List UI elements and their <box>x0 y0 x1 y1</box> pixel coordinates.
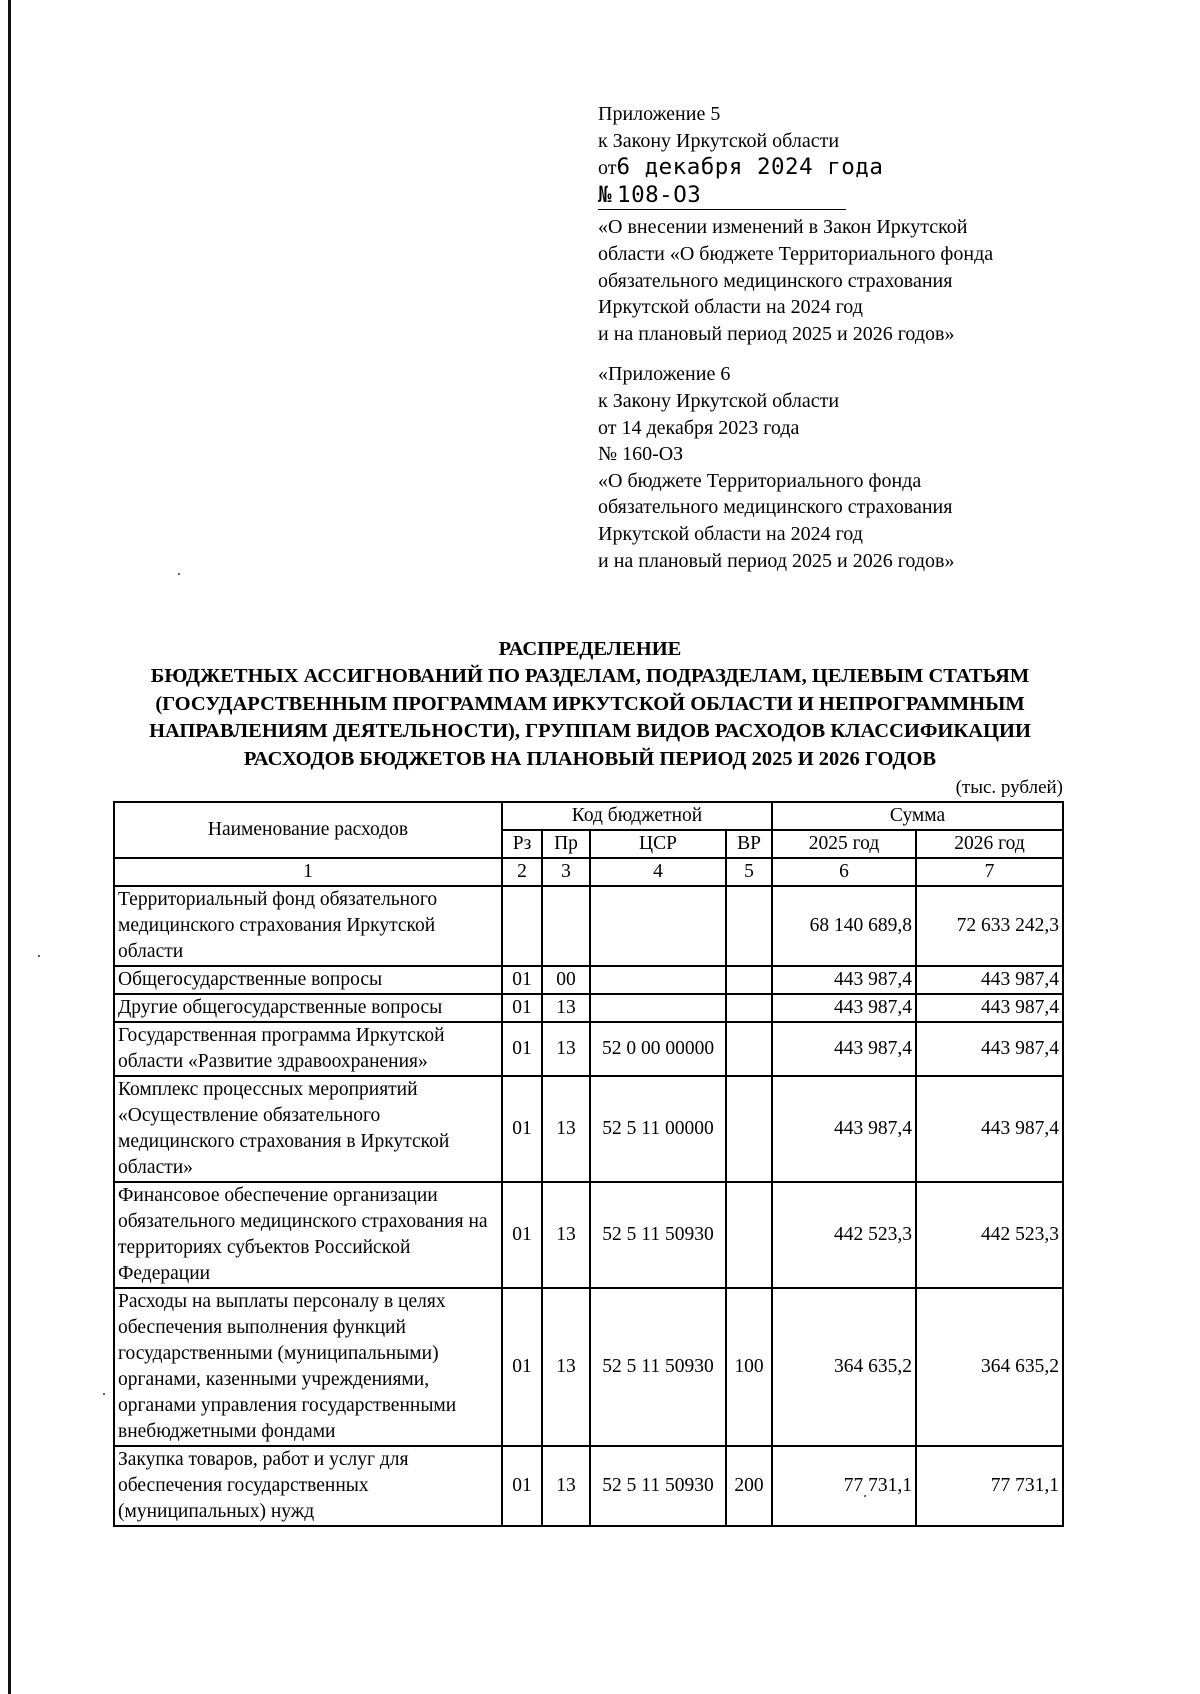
row-2026: 443 987,4 <box>916 966 1063 994</box>
row-name: Другие общегосударственные вопросы <box>114 994 502 1022</box>
to-law-label: к Закону Иркутской области <box>598 129 840 152</box>
header-code: Код бюджетной <box>502 802 772 830</box>
row-vr <box>726 1076 772 1182</box>
header-vr: ВР <box>726 830 772 858</box>
row-pr: 13 <box>542 994 590 1022</box>
row-csr: 52 0 00 00000 <box>590 1022 726 1076</box>
amend-line: области «О бюджете Территориального фонда <box>598 242 994 265</box>
row-csr: 52 5 11 50930 <box>590 1446 726 1526</box>
row-vr: 100 <box>726 1288 772 1446</box>
row-pr: 13 <box>542 1288 590 1446</box>
row-2025: 443 987,4 <box>772 994 916 1022</box>
appendix-6-line: к Закону Иркутской области <box>598 389 840 412</box>
title-line: БЮДЖЕТНЫХ АССИГНОВАНИЙ ПО РАЗДЕЛАМ, ПОДРАЗДЕЛАМ, ЦЕЛЕВЫМ СТАТЬЯМ <box>150 665 1030 688</box>
row-vr: 200 <box>726 1446 772 1526</box>
appendix-6-line: № 160-ОЗ <box>598 443 684 466</box>
document-title <box>110 636 1070 773</box>
row-csr: 52 5 11 50930 <box>590 1288 726 1446</box>
col-number: 5 <box>726 858 772 886</box>
row-2026: 443 987,4 <box>916 994 1063 1022</box>
scan-left-border <box>8 0 11 1694</box>
col-number: 4 <box>590 858 726 886</box>
row-pr: 13 <box>542 1446 590 1526</box>
table-row <box>114 1076 1063 1182</box>
row-2025: 364 635,2 <box>772 1288 916 1446</box>
table-row <box>114 886 1063 966</box>
row-vr <box>726 994 772 1022</box>
row-csr <box>590 886 726 966</box>
row-rz: 01 <box>502 994 542 1022</box>
units-label: (тыс. рублей) <box>955 777 1063 798</box>
row-2025: 442 523,3 <box>772 1182 916 1288</box>
table-row <box>114 1446 1063 1526</box>
appendix-6-line: обязательного медицинского страхования <box>598 496 953 519</box>
row-2025: 77 731,1 <box>772 1446 916 1526</box>
row-2025: 443 987,4 <box>772 966 916 994</box>
budget-table <box>113 801 1064 1527</box>
row-pr: 00 <box>542 966 590 994</box>
appendix-6-line: Иркутской области на 2024 год <box>598 522 863 545</box>
row-rz: 01 <box>502 1076 542 1182</box>
row-pr: 13 <box>542 1076 590 1182</box>
header-name: Наименование расходов <box>114 802 502 858</box>
appendix-6-line: «О бюджете Территориального фонда <box>598 469 922 492</box>
row-2025: 68 140 689,8 <box>772 886 916 966</box>
row-vr <box>726 1182 772 1288</box>
row-pr: 13 <box>542 1022 590 1076</box>
table-row <box>114 1288 1063 1446</box>
row-2026: 77 731,1 <box>916 1446 1063 1526</box>
row-vr <box>726 966 772 994</box>
row-name: Расходы на выплаты персоналу в целях обеспечения выполнения функций государственными (муниципальными) органами, казенными учреждениями, органами управления государственными внебюджетными фондами <box>114 1288 502 1446</box>
amend-line: и на плановый период 2025 и 2026 годов» <box>598 322 955 345</box>
row-2025: 443 987,4 <box>772 1022 916 1076</box>
row-rz: 01 <box>502 1288 542 1446</box>
col-number: 2 <box>502 858 542 886</box>
row-csr: 52 5 11 00000 <box>590 1076 726 1182</box>
scan-speck <box>103 1393 105 1395</box>
row-name: Общегосударственные вопросы <box>114 966 502 994</box>
table-row <box>114 1182 1063 1288</box>
title-line: (ГОСУДАРСТВЕННЫМ ПРОГРАММАМ ИРКУТСКОЙ ОБЛАСТИ И НЕПРОГРАММНЫМ <box>155 692 1025 715</box>
header-sum: Сумма <box>772 802 1063 830</box>
row-csr <box>590 966 726 994</box>
title-line: РАСХОДОВ БЮДЖЕТОВ НА ПЛАНОВЫЙ ПЕРИОД 2025 И 2026 ГОДОВ <box>243 747 937 770</box>
row-2026: 364 635,2 <box>916 1288 1063 1446</box>
row-2026: 72 633 242,3 <box>916 886 1063 966</box>
table-row <box>114 994 1063 1022</box>
row-csr <box>590 994 726 1022</box>
appendix-6-line: и на плановый период 2025 и 2026 годов» <box>598 549 955 572</box>
row-name: Комплекс процессных мероприятий «Осуществление обязательного медицинского страхования в Иркутской области» <box>114 1076 502 1182</box>
row-vr <box>726 1022 772 1076</box>
title-line: НАПРАВЛЕНИЯМ ДЕЯТЕЛЬНОСТИ), ГРУППАМ ВИДОВ РАСХОДОВ КЛАССИФИКАЦИИ <box>149 720 1031 743</box>
row-2025: 443 987,4 <box>772 1076 916 1182</box>
table-row <box>114 966 1063 994</box>
row-name: Территориальный фонд обязательного медицинского страхования Иркутской области <box>114 886 502 966</box>
header-pr: Пр <box>542 830 590 858</box>
table-row <box>114 1022 1063 1076</box>
scan-speck <box>178 573 180 575</box>
row-2026: 442 523,3 <box>916 1182 1063 1288</box>
col-number: 1 <box>114 858 502 886</box>
header-csr: ЦСР <box>590 830 726 858</box>
row-vr <box>726 886 772 966</box>
law-date-value: 6 декабря 2024 года <box>616 154 884 181</box>
law-date: от6 декабря 2024 года <box>598 154 884 181</box>
header-2025: 2025 год <box>772 830 916 858</box>
col-number: 3 <box>542 858 590 886</box>
row-name: Финансовое обеспечение организации обязательного медицинского страхования на территориях субъектов Российской Федерации <box>114 1182 502 1288</box>
amend-line: обязательного медицинского страхования <box>598 269 953 292</box>
row-name: Государственная программа Иркутской области «Развитие здравоохранения» <box>114 1022 502 1076</box>
row-pr <box>542 886 590 966</box>
title-line: РАСПРЕДЕЛЕНИЕ <box>498 638 682 660</box>
scan-speck <box>38 955 40 957</box>
row-rz: 01 <box>502 966 542 994</box>
law-number: № 108-ОЗ <box>598 182 1158 211</box>
col-number: 6 <box>772 858 916 886</box>
row-name: Закупка товаров, работ и услуг для обеспечения государственных (муниципальных) нужд <box>114 1446 502 1526</box>
row-2026: 443 987,4 <box>916 1022 1063 1076</box>
appendix-5-label: Приложение 5 <box>598 103 721 125</box>
row-2026: 443 987,4 <box>916 1076 1063 1182</box>
amend-line: «О внесении изменений в Закон Иркутской <box>598 216 968 239</box>
amend-line: Иркутской области на 2024 год <box>598 296 863 319</box>
header-2026: 2026 год <box>916 830 1063 858</box>
law-number-value: 108-ОЗ <box>617 181 702 208</box>
appendix-6-line: «Приложение 6 <box>598 363 731 386</box>
row-rz: 01 <box>502 1446 542 1526</box>
col-number: 7 <box>916 858 1063 886</box>
row-rz <box>502 886 542 966</box>
row-rz: 01 <box>502 1022 542 1076</box>
header-rz: Рз <box>502 830 542 858</box>
row-csr: 52 5 11 50930 <box>590 1182 726 1288</box>
appendix-header <box>598 101 1158 574</box>
row-rz: 01 <box>502 1182 542 1288</box>
appendix-6-line: от 14 декабря 2023 года <box>598 416 800 439</box>
row-pr: 13 <box>542 1182 590 1288</box>
